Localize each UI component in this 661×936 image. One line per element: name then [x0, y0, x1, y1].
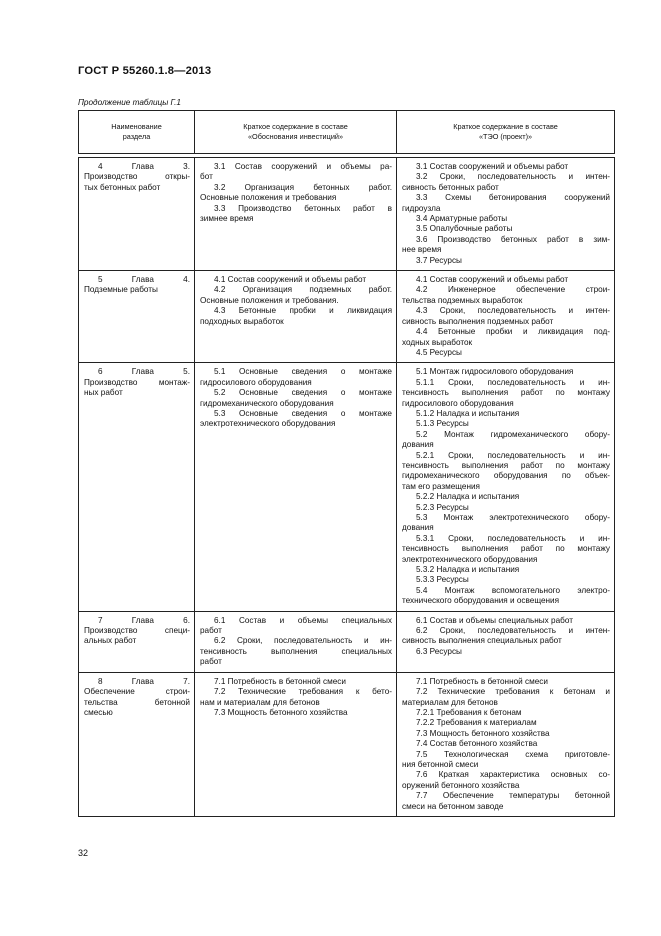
cell-line: 7.2.2 Требования к материалам: [416, 718, 537, 728]
cell-line: 5.2.1 Сроки, последовательность и ин-: [416, 450, 610, 460]
cell-line: Обеспечение строи-: [84, 687, 190, 697]
cell-line: материалам для бетонов: [402, 697, 498, 707]
investment-summary-cell: [195, 271, 397, 363]
cell-line: зимнее время: [200, 214, 254, 224]
table-row: [79, 363, 615, 611]
cell-line: 5.3 Монтаж электротехнического обору-: [416, 513, 610, 522]
cell-line: ния бетонной смеси: [402, 759, 479, 769]
cell-line: 7.3 Мощность бетонного хозяйства: [416, 728, 550, 738]
cell-line: 7.1 Потребность в бетонной смеси: [416, 676, 548, 686]
cell-line: гидромеханического оборудования: [200, 398, 334, 408]
feasibility-summary-cell: [397, 271, 615, 363]
column-header-section: Наименование раздела: [79, 111, 195, 154]
cell-line: 6.3 Ресурсы: [416, 646, 462, 656]
cell-line: бот: [200, 172, 213, 182]
cell-line: 6.2 Сроки, последовательность и ин-: [214, 636, 392, 646]
section-cell: [79, 271, 195, 363]
investment-summary-cell: [195, 363, 397, 611]
cell-line: работ: [200, 657, 222, 667]
cell-line: 6.2 Сроки, последовательность и интен-: [416, 626, 610, 636]
cell-line: 3.2 Сроки, последовательность и интен-: [416, 172, 610, 182]
cell-line: 4.2 Инженерное обеспечение строи-: [416, 285, 610, 295]
cell-line: 3.1 Состав сооружений и объемы ра-: [214, 162, 392, 171]
cell-line: 4.3 Бетонные пробки и ликвидация: [214, 306, 392, 316]
cell-line: оружений бетонного хозяйства: [402, 780, 520, 790]
cell-line: 4.1 Состав сооружений и объемы работ: [214, 275, 367, 285]
cell-line: тельства бетонной: [84, 697, 190, 707]
cell-line: сивность бетонных работ: [402, 182, 499, 192]
cell-line: Подземные работы: [84, 285, 158, 295]
cell-line: 4.1 Состав сооружений и объемы работ: [416, 275, 569, 285]
cell-line: смесью: [84, 707, 113, 717]
cell-line: 7.1 Потребность в бетонной смеси: [214, 676, 346, 686]
cell-line: 7.5 Технологическая схема приготовле-: [416, 749, 610, 759]
cell-line: тенсивность выполнения специальных: [200, 646, 392, 656]
cell-line: 5.1.1 Сроки, последовательность и ин-: [416, 377, 610, 387]
cell-line: гидросилового оборудования: [200, 377, 312, 387]
cell-line: ходных выработок: [402, 337, 473, 347]
cell-line: 7.2.1 Требования к бетонам: [416, 707, 522, 717]
cell-line: гидроузла: [402, 203, 441, 213]
cell-line: 6.1 Состав и объемы специальных: [214, 615, 392, 625]
cell-line: Основные положения и требования.: [200, 295, 339, 305]
investment-summary-cell: [195, 672, 397, 816]
cell-line: тых бетонных работ: [84, 182, 161, 192]
cell-line: 3.6 Производство бетонных работ в зим-: [416, 234, 610, 244]
cell-line: нам и материалам для бетонов: [200, 697, 320, 707]
feasibility-summary-cell: [397, 363, 615, 611]
cell-line: 3.1 Состав сооружений и объемы работ: [416, 162, 569, 171]
feasibility-summary-cell: [397, 158, 615, 271]
cell-line: 3.2 Организация бетонных работ.: [214, 182, 392, 192]
cell-line: сивность выполнения специальных работ: [402, 636, 562, 646]
cell-line: 5.2 Основные сведения о монтаже: [214, 388, 392, 398]
cell-line: Производство монтаж-: [84, 377, 190, 387]
cell-line: 4 Глава 3.: [98, 162, 190, 171]
table-row: [79, 611, 615, 672]
column-header-investment: Краткое содержание в составе «Обоснования инвестиций»: [195, 111, 397, 154]
cell-line: 7.3 Мощность бетонного хозяйства: [214, 707, 348, 717]
cell-line: сивность выполнения подземных работ: [402, 316, 554, 326]
cell-line: 3.5 Опалубочные работы: [416, 224, 513, 234]
document-title: ГОСТ Р 55260.1.8—2013: [78, 65, 212, 77]
cell-line: 7.4 Состав бетонного хозяйства: [416, 739, 538, 749]
table-row: [79, 158, 615, 271]
cell-line: альных работ: [84, 636, 137, 646]
cell-line: 7.2 Технические требования к бетонам и: [416, 687, 610, 697]
table-header-row: [79, 111, 615, 154]
cell-line: технического оборудования и освещения: [402, 596, 560, 606]
cell-line: электротехнического оборудования: [402, 554, 538, 564]
cell-line: подходных выработок: [200, 316, 284, 326]
cell-line: ных работ: [84, 388, 123, 398]
cell-line: Основные положения и требования: [200, 193, 337, 203]
cell-line: тенсивность выполнения работ по монтажу: [402, 544, 610, 554]
cell-line: 3.3 Производство бетонных работ в: [214, 203, 392, 213]
cell-line: 7.2 Технические требования к бето-: [214, 687, 392, 697]
cell-line: 5.3 Основные сведения о монтаже: [214, 408, 392, 418]
section-cell: [79, 611, 195, 672]
cell-line: работ: [200, 626, 222, 636]
cell-line: 5.2 Монтаж гидромеханического обору-: [416, 429, 610, 439]
page-number: 32: [78, 848, 89, 858]
content-table: [78, 110, 615, 817]
cell-line: 5.3.1 Сроки, последовательность и ин-: [416, 533, 610, 543]
cell-line: там его размещения: [402, 481, 480, 491]
cell-line: 4.3 Сроки, последовательность и интен-: [416, 306, 610, 316]
column-header-feasibility: Краткое содержание в составе «ТЭО (проект)»: [397, 111, 615, 154]
feasibility-summary-cell: [397, 611, 615, 672]
cell-line: 5.2.2 Наладка и испытания: [416, 492, 520, 502]
table-continuation-label: Продолжение таблицы Г.1: [78, 98, 181, 107]
cell-line: 8 Глава 7.: [98, 676, 190, 686]
cell-line: тельства подземных выработок: [402, 295, 523, 305]
cell-line: дования: [402, 523, 434, 533]
cell-line: 4.4 Бетонные пробки и ликвидация под-: [416, 327, 610, 337]
cell-line: гидромеханического оборудования по объек-: [402, 471, 610, 481]
cell-line: 7.7 Обеспечение температуры бетонной: [416, 791, 610, 801]
section-cell: [79, 158, 195, 271]
cell-line: электротехнического оборудования: [200, 419, 336, 429]
cell-line: гидросилового оборудования: [402, 398, 514, 408]
cell-line: 5.1.2 Наладка и испытания: [416, 408, 520, 418]
cell-line: 6.1 Состав и объемы специальных работ: [416, 615, 573, 625]
cell-line: Производство специ-: [84, 626, 190, 636]
cell-line: 5.4 Монтаж вспомогательного электро-: [416, 585, 610, 595]
cell-line: тенсивность выполнения работ по монтажу: [402, 460, 610, 470]
cell-line: 5 Глава 4.: [98, 275, 190, 285]
cell-line: 5.2.3 Ресурсы: [416, 502, 469, 512]
cell-line: смеси на бетонном заводе: [402, 801, 504, 811]
investment-summary-cell: [195, 158, 397, 271]
section-cell: [79, 363, 195, 611]
investment-summary-cell: [195, 611, 397, 672]
table-row: [79, 271, 615, 363]
cell-line: 4.5 Ресурсы: [416, 347, 462, 357]
cell-line: 5.1 Основные сведения о монтаже: [214, 367, 392, 377]
cell-line: 4.2 Организация подземных работ.: [214, 285, 392, 295]
cell-line: 6 Глава 5.: [98, 367, 190, 377]
cell-line: 7 Глава 6.: [98, 615, 190, 625]
cell-line: 5.3.3 Ресурсы: [416, 575, 469, 585]
cell-line: 5.3.2 Наладка и испытания: [416, 565, 520, 575]
table-row: [79, 672, 615, 816]
cell-line: Производство откры-: [84, 172, 190, 182]
cell-line: 5.1 Монтаж гидросилового оборудования: [416, 367, 574, 377]
cell-line: 5.1.3 Ресурсы: [416, 419, 469, 429]
cell-line: 3.3 Схемы бетонирования сооружений: [416, 193, 610, 203]
cell-line: нее время: [402, 245, 442, 255]
cell-line: 3.7 Ресурсы: [416, 255, 462, 265]
section-cell: [79, 672, 195, 816]
cell-line: 7.6 Краткая характеристика основных со-: [416, 770, 610, 780]
cell-line: 3.4 Арматурные работы: [416, 214, 508, 224]
feasibility-summary-cell: [397, 672, 615, 816]
cell-line: дования: [402, 440, 434, 450]
cell-line: тенсивность выполнения работ по монтажу: [402, 388, 610, 398]
